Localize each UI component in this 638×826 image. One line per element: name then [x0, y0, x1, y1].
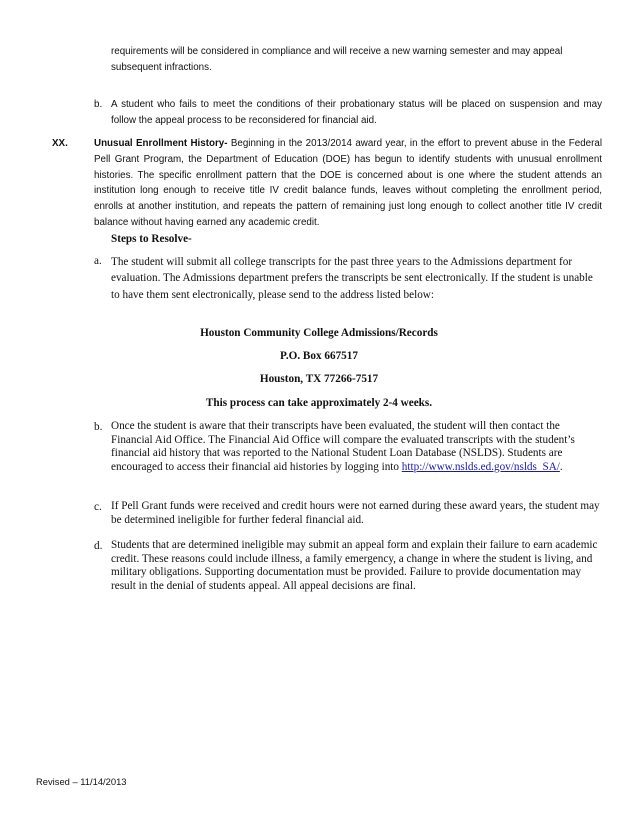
step-d-paragraph: Students that are determined ineligible may submit an appeal form and explain their failure to earn academic credit. These reasons could include illness, a family emergency, a change in where the student is living, and military obligations. Supporting documentation must be provided. Failure to provide documentation may result in the denial of students appeal. All appeal decisions are final. — [111, 539, 598, 592]
step-b-text-end: . — [559, 460, 563, 473]
steps-heading: Steps to Resolve- — [111, 233, 192, 245]
step-a-marker: a. — [94, 255, 102, 267]
step-c-marker: c. — [94, 501, 102, 513]
nslds-link[interactable]: http://www.nslds.ed.gov/nslds_SA/ — [401, 460, 560, 473]
processing-time-note: This process can take approximately 2-4 weeks. — [205, 397, 433, 409]
section-xx-paragraph — [94, 136, 602, 231]
continuation-paragraph: requirements will be considered in compliance and will receive a new warning semester and may appeal subsequent infractions. — [111, 46, 563, 73]
section-heading: Unusual Enrollment History- — [94, 138, 228, 149]
step-b-marker: b. — [94, 421, 103, 433]
step-b-paragraph — [111, 420, 601, 474]
step-a-paragraph: The student will submit all college transcripts for the past three years to the Admissions department for evaluation. The Admissions department prefers the transcripts be sent electronically. If the student is unable to have them sent electronically, please send to the address listed below: — [111, 256, 593, 301]
probation-paragraph: A student who fails to meet the conditions of their probationary status will be placed on suspension and may follow the appeal process to be reconsidered for financial aid. — [111, 99, 602, 126]
step-d-marker: d. — [94, 540, 103, 552]
address-line-1: Houston Community College Admissions/Records — [200, 327, 438, 339]
address-line-2: P.O. Box 667517 — [280, 350, 358, 362]
address-line-3: Houston, TX 77266-7517 — [259, 373, 379, 385]
revision-footer: Revised – 11/14/2013 — [36, 776, 127, 787]
section-body: Beginning in the 2013/2014 award year, in the effort to prevent abuse in the Federal Pell Grant Program, the Department of Education (DOE) has begun to identify students with unusual enrollment histories. The specific enrollment pattern that the DOE is concerned about is one where the student attends an institution long enough to receive title IV credit balance funds, leaves without completing the enrollment period, enrolls at another institution, and repeats the pattern of remaining just long enough to collect another title IV credit balance without having earned any academic credit. — [94, 138, 603, 228]
item-b-marker: b. — [94, 99, 103, 110]
step-c-paragraph: If Pell Grant funds were received and credit hours were not earned during these award years, the student may be determined ineligible for further federal financial aid. — [111, 500, 600, 526]
step-b-text: Once the student is aware that their transcripts have been evaluated, the student will then contact the Financial Aid Office. The Financial Aid Office will compare the evaluated transcripts with the student’s financial aid history that was reported to the National Student Loan Database (NSLDS). Students are encouraged to access their financial aid histories by logging into — [111, 420, 575, 473]
section-number: XX. — [52, 138, 68, 149]
